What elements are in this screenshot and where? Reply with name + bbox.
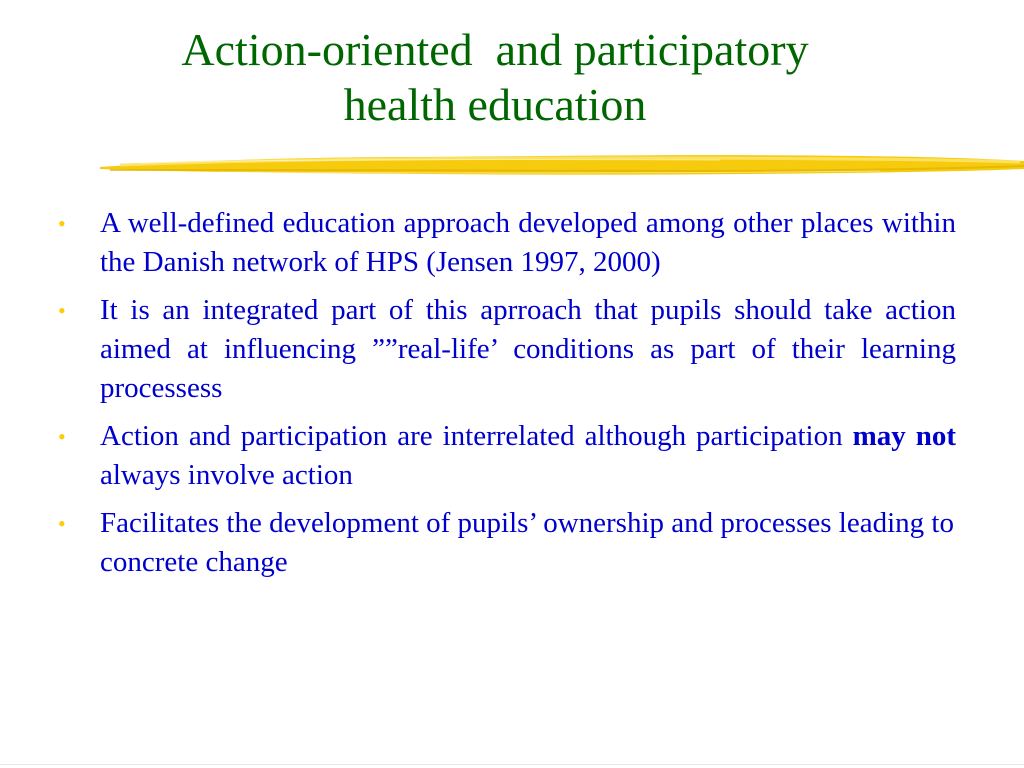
brush-stroke-underline-icon	[100, 145, 1024, 185]
bullet-item	[58, 204, 956, 282]
bullet-text-before: Action and participation are interrelated although participation	[100, 420, 853, 452]
bullet-dot-icon: •	[58, 298, 66, 323]
bullet-item	[58, 291, 956, 408]
bullet-list	[58, 204, 956, 591]
footer-divider	[0, 764, 1024, 765]
bullet-dot-icon: •	[58, 211, 66, 236]
bullet-item	[58, 417, 956, 495]
slide-title: Action-oriented and participatory health education	[181, 24, 809, 130]
bullet-dot-icon: •	[58, 424, 66, 449]
bullet-text: A well-defined education approach developed among other places within the Danish network of HPS (Jensen 1997, 2000)	[100, 207, 956, 278]
bullet-emphasis: may not	[852, 420, 956, 452]
bullet-dot-icon: •	[58, 511, 66, 536]
bullet-text-after: always involve action	[100, 459, 353, 491]
bullet-item	[58, 504, 956, 582]
bullet-text: It is an integrated part of this aprroach that pupils should take action aimed at influencing ””real-life’ conditions as part of their learning processess	[100, 294, 956, 404]
bullet-text: Facilitates the development of pupils’ ownership and processes leading to concrete change	[100, 507, 954, 578]
